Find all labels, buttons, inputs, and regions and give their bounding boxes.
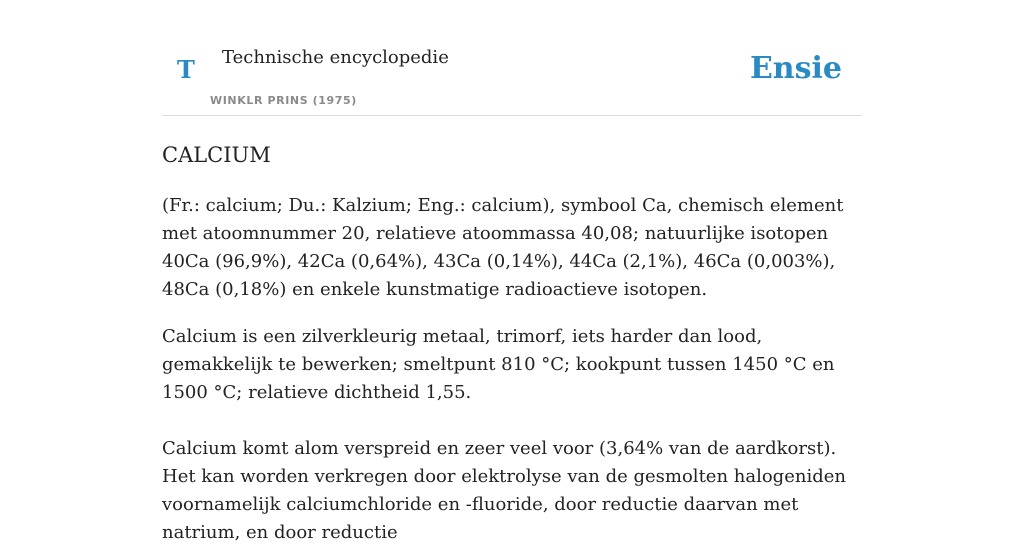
article-paragraph: (Fr.: calcium; Du.: Kalzium; Eng.: calcium), symbool Ca, chemisch element met atoomnummer 20, relatieve atoommassa 40,08; natuurlijke isotopen 40Ca (96,9%), 42Ca (0,64%), 43Ca (0,14%), 44Ca (2,1%), 46Ca (0,003%), 48Ca (0,18%) en enkele kunstmatige radioactieve isotopen. bbox=[162, 195, 844, 300]
ensie-logo[interactable]: Ensie bbox=[749, 51, 842, 86]
book-header bbox=[162, 0, 862, 116]
page bbox=[162, 0, 862, 543]
book-source-label: WINKLR PRINS (1975) bbox=[210, 94, 357, 107]
book-title-link[interactable]: Technische encyclopedie bbox=[222, 47, 449, 68]
article-title: CALCIUM bbox=[162, 143, 271, 167]
article-paragraph: Calcium is een zilverkleurig metaal, trimorf, iets harder dan lood, gemakkelijk te bewerken; smeltpunt 810 °C; kookpunt tussen 1450 °C en 1500 °C; relatieve dichtheid 1,55. bbox=[162, 326, 835, 403]
book-logo-icon[interactable]: T bbox=[177, 55, 195, 84]
article-paragraph: Calcium komt alom verspreid en zeer veel voor (3,64% van de aardkorst). Het kan worden verkregen door elektrolyse van de gesmolten halogeniden voornamelijk calciumchloride en -fluoride, door reductie daarvan met natrium, en door reductie bbox=[162, 438, 846, 543]
